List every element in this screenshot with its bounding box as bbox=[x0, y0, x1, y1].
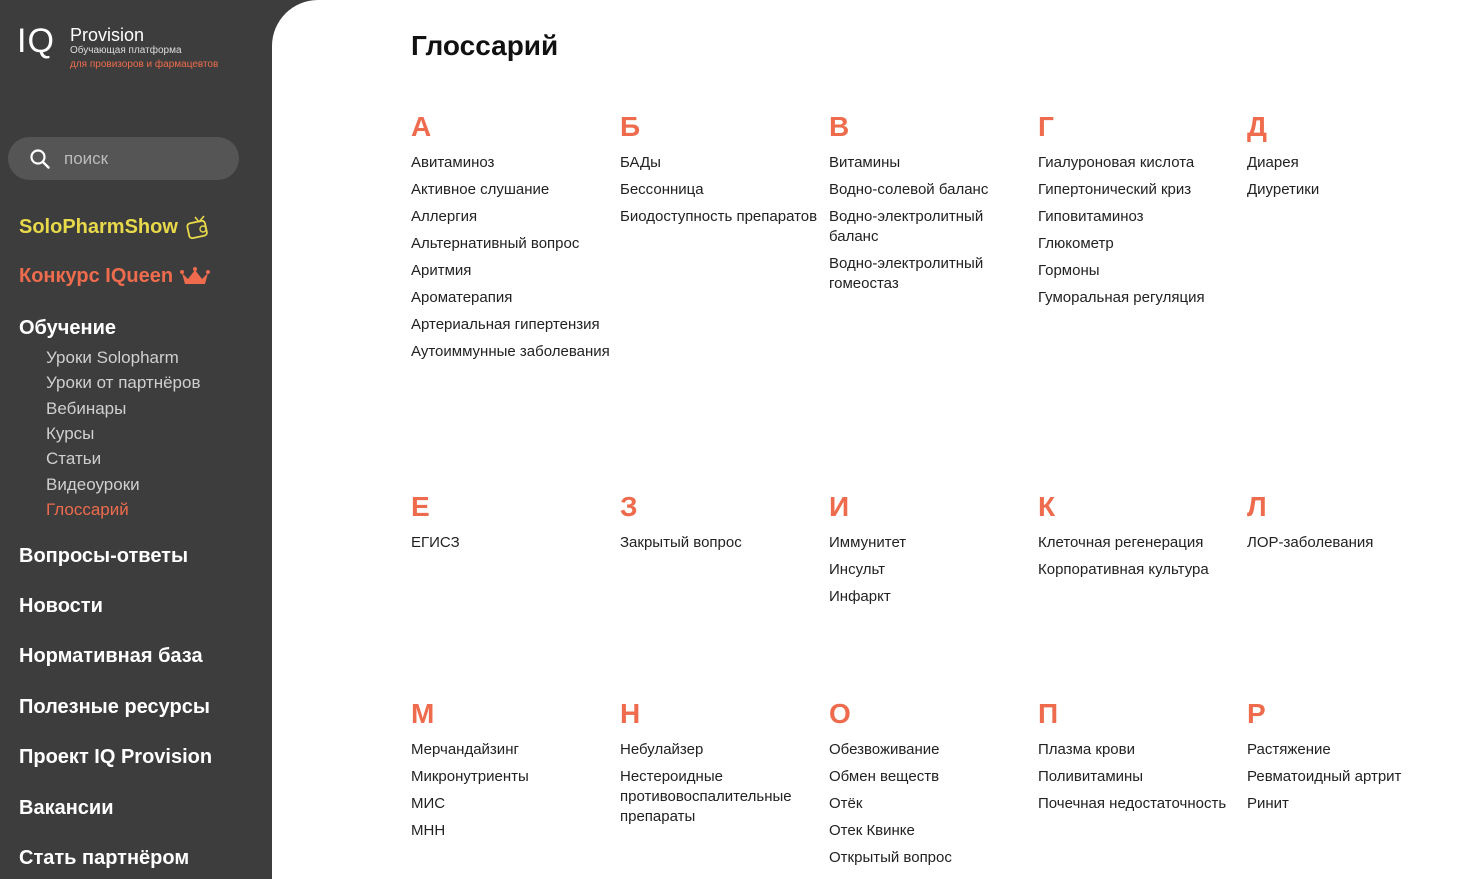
glossary-group bbox=[1038, 493, 1238, 587]
glossary-group bbox=[829, 113, 1029, 301]
glossary-term-link[interactable]: Поливитамины bbox=[1038, 768, 1144, 785]
glossary-group bbox=[620, 700, 820, 834]
crown-icon bbox=[180, 267, 210, 287]
glossary-letter: М bbox=[411, 698, 435, 729]
glossary-term-link[interactable]: Инсульт bbox=[829, 561, 886, 578]
glossary-group bbox=[1247, 493, 1447, 560]
glossary-term-link[interactable]: Нестероидные противовоспалительные препараты bbox=[620, 768, 792, 825]
glossary-letter: П bbox=[1038, 698, 1059, 729]
glossary-term-link[interactable]: Гипертонический криз bbox=[1038, 181, 1192, 198]
nav-project[interactable]: Проект IQ Provision bbox=[19, 746, 213, 768]
nav-sub-video-lessons[interactable]: Видеоуроки bbox=[46, 475, 140, 494]
glossary-term-list bbox=[411, 153, 611, 362]
main-content bbox=[272, 0, 1481, 879]
logo-mark: IQ bbox=[17, 22, 55, 60]
search-icon bbox=[30, 149, 50, 169]
glossary-term-link[interactable]: Аутоиммунные заболевания bbox=[411, 343, 610, 360]
glossary-letter: Г bbox=[1038, 111, 1054, 142]
glossary-term-link[interactable]: Корпоративная культура bbox=[1038, 561, 1209, 578]
glossary-group bbox=[1247, 700, 1447, 821]
glossary-term-link[interactable]: Бессонница bbox=[620, 181, 704, 198]
glossary-term-list bbox=[620, 153, 820, 227]
nav-regulatory[interactable]: Нормативная база bbox=[19, 645, 203, 667]
glossary-term-link[interactable]: Плазма крови bbox=[1038, 741, 1136, 758]
glossary-term-list bbox=[620, 740, 820, 827]
search-input[interactable] bbox=[64, 149, 214, 169]
glossary-group bbox=[411, 700, 611, 848]
glossary-term-link[interactable]: Отёк bbox=[829, 795, 863, 812]
glossary-group bbox=[411, 493, 611, 560]
glossary-letter: Н bbox=[620, 698, 641, 729]
glossary-term-list bbox=[411, 533, 611, 553]
nav-sub-solopharm-lessons[interactable]: Уроки Solopharm bbox=[46, 348, 179, 367]
glossary-term-link[interactable]: Аллергия bbox=[411, 208, 478, 225]
glossary-letter: Е bbox=[411, 491, 430, 522]
glossary-term-link[interactable]: Водно-электролитный баланс bbox=[829, 208, 984, 245]
nav-solopharm-show-label: SoloPharmShow bbox=[19, 215, 178, 238]
glossary-term-link[interactable]: Гуморальная регуляция bbox=[1038, 289, 1205, 306]
glossary-group bbox=[620, 113, 820, 234]
glossary-letter: Б bbox=[620, 111, 641, 142]
glossary-term-list bbox=[829, 533, 1029, 607]
glossary-term-list bbox=[620, 533, 820, 553]
glossary-term-link[interactable]: ЛОР-заболевания bbox=[1247, 534, 1374, 551]
nav-sub-webinars[interactable]: Вебинары bbox=[46, 399, 127, 418]
glossary-term-link[interactable]: Ринит bbox=[1247, 795, 1289, 812]
nav-qa[interactable]: Вопросы-ответы bbox=[19, 545, 189, 567]
glossary-term-link[interactable]: Витамины bbox=[829, 154, 901, 171]
glossary-term-link[interactable]: Глюкометр bbox=[1038, 235, 1114, 252]
glossary-term-list bbox=[1247, 153, 1447, 200]
glossary-term-list bbox=[1038, 740, 1238, 814]
glossary-term-link[interactable]: ЕГИСЗ bbox=[411, 534, 460, 551]
glossary-letter: В bbox=[829, 111, 850, 142]
glossary-term-link[interactable]: Микронутриенты bbox=[411, 768, 529, 785]
glossary-term-link[interactable]: Клеточная регенерация bbox=[1038, 534, 1204, 551]
glossary-term-list bbox=[1247, 740, 1447, 814]
glossary-term-link[interactable]: Почечная недостаточность bbox=[1038, 795, 1227, 812]
glossary-term-link[interactable]: Обмен веществ bbox=[829, 768, 940, 785]
nav-sub-glossary[interactable]: Глоссарий bbox=[46, 500, 129, 519]
glossary-term-link[interactable]: Авитаминоз bbox=[411, 154, 495, 171]
glossary-term-list bbox=[411, 740, 611, 841]
glossary-term-link[interactable]: Водно-электролитный гомеостаз bbox=[829, 255, 984, 292]
glossary-letter: К bbox=[1038, 491, 1056, 522]
glossary-term-list bbox=[1038, 533, 1238, 580]
glossary-term-link[interactable]: Артериальная гипертензия bbox=[411, 316, 600, 333]
nav-vacancies[interactable]: Вакансии bbox=[19, 797, 114, 819]
page-title: Глоссарий bbox=[411, 30, 559, 61]
glossary-term-link[interactable]: Отек Квинке bbox=[829, 822, 915, 839]
glossary-group bbox=[829, 700, 1029, 875]
glossary-term-list bbox=[829, 153, 1029, 294]
glossary-term-link[interactable]: Гормоны bbox=[1038, 262, 1100, 279]
glossary-letter: Д bbox=[1247, 111, 1267, 142]
nav-news[interactable]: Новости bbox=[19, 595, 103, 617]
glossary-letter: Р bbox=[1247, 698, 1266, 729]
glossary-term-link[interactable]: Водно-солевой баланс bbox=[829, 181, 989, 198]
glossary-letter: О bbox=[829, 698, 851, 729]
glossary-term-link[interactable]: Закрытый вопрос bbox=[620, 534, 742, 551]
glossary-term-link[interactable]: Иммунитет bbox=[829, 534, 907, 551]
glossary-term-link[interactable]: БАДы bbox=[620, 154, 661, 171]
glossary-term-link[interactable]: Альтернативный вопрос bbox=[411, 235, 580, 252]
glossary-letter: Л bbox=[1247, 491, 1267, 522]
glossary-term-link[interactable]: Диарея bbox=[1247, 154, 1299, 171]
glossary-term-list bbox=[1247, 533, 1447, 553]
search-box[interactable] bbox=[8, 137, 239, 180]
tv-icon bbox=[185, 214, 211, 240]
logo-subtitle: Обучающая платформа bbox=[70, 45, 182, 56]
nav-become-partner[interactable]: Стать партнёром bbox=[19, 847, 190, 869]
glossary-term-link[interactable]: Гиалуроновая кислота bbox=[1038, 154, 1195, 171]
glossary-term-link[interactable]: Ароматерапия bbox=[411, 289, 513, 306]
glossary-term-link[interactable]: Инфаркт bbox=[829, 588, 891, 605]
glossary-term-link[interactable]: Аритмия bbox=[411, 262, 472, 279]
glossary-term-link[interactable]: МИС bbox=[411, 795, 446, 812]
nav-solopharm-show[interactable] bbox=[19, 214, 211, 240]
glossary-term-list bbox=[829, 740, 1029, 868]
glossary-term-link[interactable]: Мерчандайзинг bbox=[411, 741, 519, 758]
glossary-term-link[interactable]: Небулайзер bbox=[620, 741, 704, 758]
glossary-letter: И bbox=[829, 491, 850, 522]
glossary-group bbox=[1247, 113, 1447, 207]
nav-learning[interactable]: Обучение bbox=[19, 317, 117, 339]
nav-iqueen-label: Конкурс IQueen bbox=[19, 265, 174, 287]
glossary-group bbox=[620, 493, 820, 560]
glossary-term-list bbox=[1038, 153, 1238, 308]
glossary-term-link[interactable]: Ревматоидный артрит bbox=[1247, 768, 1402, 785]
glossary-group bbox=[829, 493, 1029, 614]
glossary-term-link[interactable]: Активное слушание bbox=[411, 181, 550, 198]
glossary-letter: З bbox=[620, 491, 638, 522]
glossary-term-link[interactable]: Биодоступность препаратов bbox=[620, 208, 818, 225]
glossary-term-link[interactable]: Открытый вопрос bbox=[829, 849, 952, 866]
nav-sub-courses[interactable]: Курсы bbox=[46, 424, 95, 443]
glossary-term-link[interactable]: Обезвоживание bbox=[829, 741, 940, 758]
glossary-term-link[interactable]: МНН bbox=[411, 822, 446, 839]
nav-iqueen-contest[interactable] bbox=[19, 265, 210, 288]
sidebar bbox=[0, 0, 272, 879]
logo-name: Provision bbox=[70, 25, 145, 45]
glossary-group bbox=[1038, 700, 1238, 821]
nav-resources[interactable]: Полезные ресурсы bbox=[19, 696, 210, 718]
glossary-term-link[interactable]: Диуретики bbox=[1247, 181, 1320, 198]
glossary-group bbox=[411, 113, 611, 369]
glossary-group bbox=[1038, 113, 1238, 315]
nav-sub-articles[interactable]: Статьи bbox=[46, 449, 102, 468]
glossary-letter: А bbox=[411, 111, 432, 142]
glossary-term-link[interactable]: Растяжение bbox=[1247, 741, 1331, 758]
nav-sub-partner-lessons[interactable]: Уроки от партнёров bbox=[46, 373, 201, 392]
glossary-term-link[interactable]: Гиповитаминоз bbox=[1038, 208, 1144, 225]
logo-subtitle-accent: для провизоров и фармацевтов bbox=[70, 59, 219, 70]
